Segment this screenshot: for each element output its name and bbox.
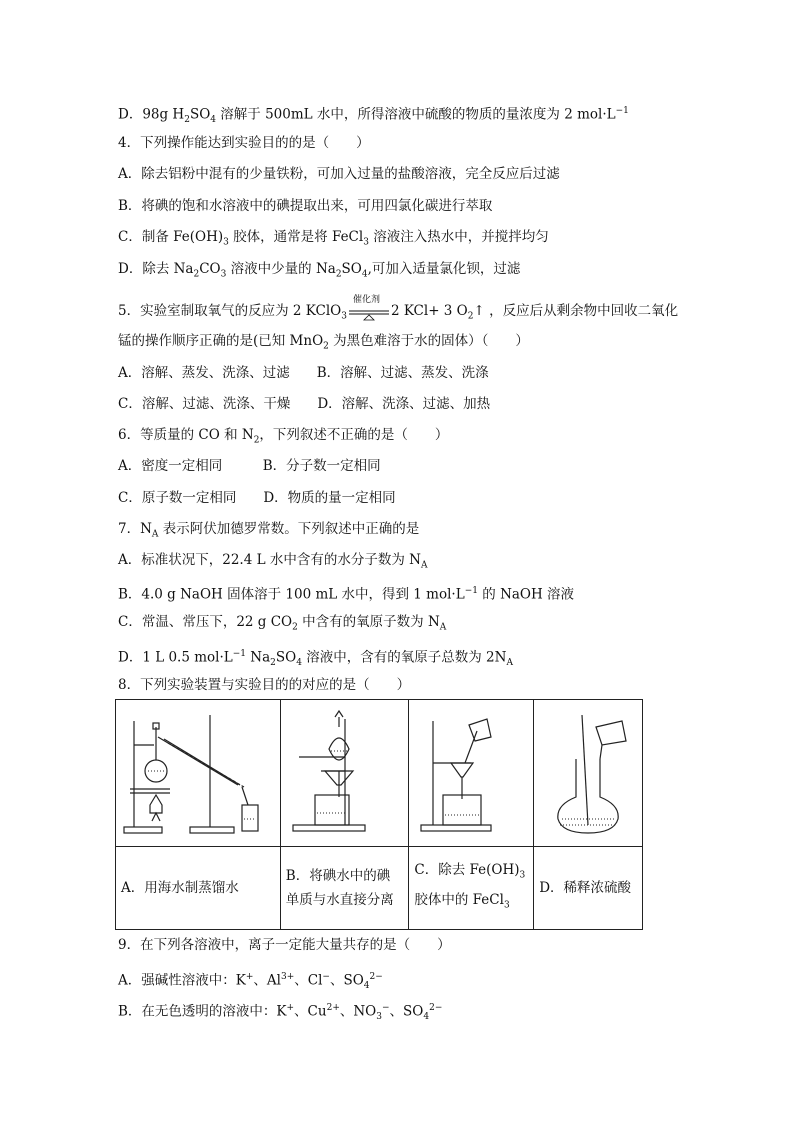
q4-option-a: A．除去铝粉中混有的少量铁粉，可加入过量的盐酸溶液，完全反应后过滤 <box>118 166 560 182</box>
q4-option-d: D．除去 $Na_2CO_3$ 溶液中少量的 $Na_2SO_4$,可加入适量氯化钡，过滤 <box>118 261 521 280</box>
catalyst-heat-arrow: 催化剂 <box>347 303 391 321</box>
separatory-funnel-figure <box>280 700 409 847</box>
q4-stem: 4．下列操作能达到实验目的的是（ ） <box>118 135 370 151</box>
q5-stem-line2: 锰的操作顺序正确的是(已知 MnO$_2$ 为黑色难溶于水的固体）（ ） <box>118 333 529 352</box>
q9-option-b: B．在无色透明的溶液中：K+、$Cu^{2+}$、$NO_3^-$、$SO_4^{2-}$ <box>118 1003 443 1023</box>
caption-c: C．除去 $Fe(OH)_3$ 胶体中的 FeCl$_3$ <box>409 847 534 930</box>
caption-d: D．稀释浓硫酸 <box>534 847 643 930</box>
filtration-apparatus-figure <box>409 700 534 847</box>
q9-option-a: A．强碱性溶液中：K+、$Al^{3+}$、Cl−、$SO_4^{2-}$ <box>118 972 383 992</box>
caption-a: A．用海水制蒸馏水 <box>116 847 281 930</box>
q4-option-c: C．制备 $Fe(OH)_3$ 胶体，通常是将 FeCl$_3$ 溶液注入热水中，并搅拌均匀 <box>118 229 549 248</box>
q9-stem: 9．在下列各溶液中，离子一定能大量共存的是（ ） <box>118 937 451 953</box>
q5-options-cd: C．溶解、过滤、洗涤、干燥 D．溶解、洗涤、过滤、加热 <box>118 396 491 412</box>
q7-stem: 7．$N_A$ 表示阿伏加德罗常数。下列叙述中正确的是 <box>118 521 420 540</box>
q8-stem: 8．下列实验装置与实验目的的对应的是（ ） <box>118 677 411 693</box>
q5-stem: 5．实验室制取氧气的反应为 2 KClO$_3$ 催化剂 2 KCl+ 3 $O_2↑$ ，反应后从剩余物中回收二氧化 <box>118 294 679 322</box>
q5-options-ab: A．溶解、蒸发、洗涤、过滤 B．溶解、过滤、蒸发、洗涤 <box>118 365 489 381</box>
q3-option-d: D．98g $H_2SO_4$ 溶解于 500mL 水中，所得溶液中硫酸的物质的量浓度为 2 $mol\cdot L^{-1}$ <box>118 106 629 126</box>
q4-option-b: B．将碘的饱和水溶液中的碘提取出来，可用四氯化碳进行萃取 <box>118 198 493 214</box>
q7-option-b: B．4.0 g NaOH 固体溶于 100 mL 水中，得到 1 $mol\cdot L^{-1}$ 的 NaOH 溶液 <box>118 586 575 603</box>
apparatus-table <box>115 699 643 930</box>
q6-stem: 6．等质量的 CO 和 $N_2$，下列叙述不正确的是（ ） <box>118 427 449 446</box>
caption-b: B．将碘水中的碘单质与水直接分离 <box>280 847 409 930</box>
q7-option-d: D．1 L 0.5 $mol\cdot L^{-1}$ $Na_2SO_4$ 溶液中，含有的氧原子总数为 $2N_A$ <box>118 649 513 669</box>
q7-option-c: C．常温、常压下，22 g $CO_2$ 中含有的氧原子数为 $N_A$ <box>118 614 447 633</box>
dilution-flask-figure <box>534 700 643 847</box>
distillation-apparatus-figure <box>116 700 281 847</box>
q6-options-cd: C．原子数一定相同 D．物质的量一定相同 <box>118 490 396 506</box>
q7-option-a: A．标准状况下，22.4 L 水中含有的水分子数为 $N_A$ <box>118 552 428 571</box>
q6-options-ab: A．密度一定相同 B．分子数一定相同 <box>118 458 381 474</box>
